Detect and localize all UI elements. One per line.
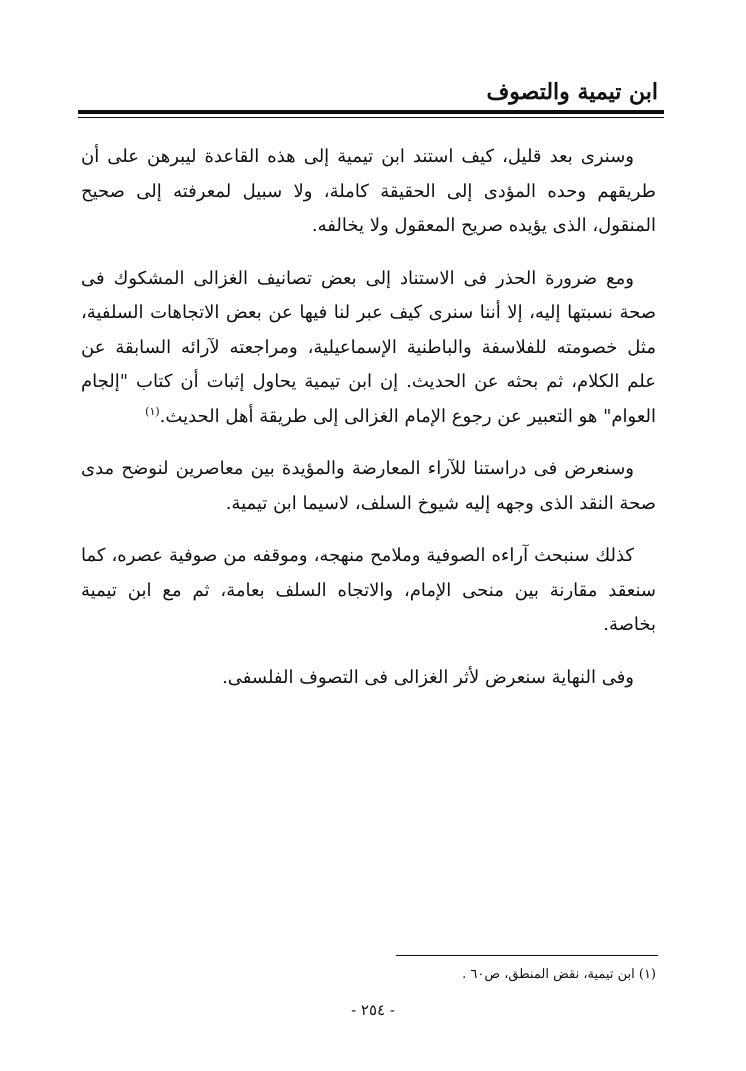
- paragraph-3: وسنعرض فى دراستنا للآراء المعارضة والمؤيدة بين معاصرين لنوضح مدى صحة النقد الذى وجهه إليه شيوخ السلف، لاسيما ابن تيمية.: [81, 458, 656, 514]
- footnote-text: (١) ابن تيمية، نقض المنطق، ص٦٠ .: [462, 967, 656, 982]
- header-rule-thick: [78, 110, 664, 114]
- paragraph-1: وسنرى بعد قليل، كيف استند ابن تيمية إلى هذه القاعدة ليبرهن على أن طريقهم وحده المؤدى إلى الحقيقة كاملة، ولا سبيل لمعرفته إلى صحيح المنقول، الذى يؤيده صريح المعقول ولا يخالفه.: [81, 146, 656, 236]
- main-text: [81, 140, 656, 713]
- footnote-reference: (١): [145, 404, 160, 418]
- header-rule-thin: [78, 117, 664, 118]
- footnote-separator: [396, 955, 658, 956]
- paragraph-5: وفى النهاية سنعرض لأثر الغزالى فى التصوف الفلسفى.: [222, 666, 634, 688]
- paragraph-4: كذلك سنبحث آراءه الصوفية وملامح منهجه، وموقفه من صوفية عصره، كما سنعقد مقارنة بين منحى الإمام، والاتجاه السلف بعامة، ثم مع ابن تيمية بخاصة.: [81, 545, 656, 635]
- paragraph-2-text: ومع ضرورة الحذر فى الاستناد إلى بعض تصانيف الغزالى المشكوك فى صحة نسبتها إليه، إلا أننا سنرى كيف عبر لنا فيها عن بعض الاتجاهات السلفية، مثل خصومته للفلاسفة والباطنية الإسماعيلية، ومراجعته لآرائه السابقة عن علم الكلام، ثم بحثه عن الحديث. إن ابن تيمية يحاول إثبات أن كتاب "إلجام العوام" هو التعبير عن رجوع الإمام الغزالى إلى طريقة أهل الحديث.: [81, 267, 656, 427]
- page-number: - ٢٥٤ -: [351, 1001, 395, 1019]
- running-header-title: ابن تيمية والتصوف: [486, 79, 658, 105]
- paragraph-2: [81, 262, 656, 435]
